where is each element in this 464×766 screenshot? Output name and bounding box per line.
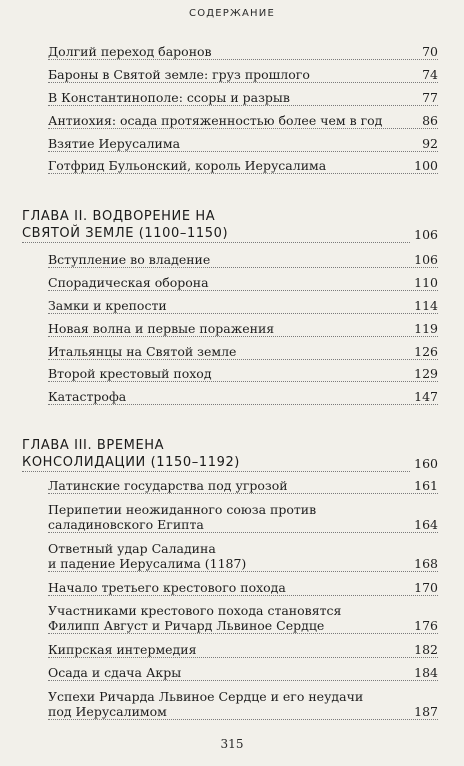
chapter-heading-line: ГЛАВА III. ВРЕМЕНА bbox=[22, 438, 165, 453]
toc-entry-title: Спорадическая оборона bbox=[48, 275, 209, 290]
chapter-heading bbox=[22, 437, 438, 472]
toc-entry-page: 77 bbox=[422, 90, 438, 105]
toc-entry-page: 168 bbox=[414, 556, 438, 571]
toc-entry bbox=[48, 67, 438, 83]
toc-entry-page: 161 bbox=[414, 478, 438, 493]
toc-entry bbox=[48, 44, 438, 60]
toc-entry bbox=[48, 298, 438, 314]
chapter-heading-line: ГЛАВА II. ВОДВОРЕНИЕ НА bbox=[22, 209, 216, 224]
toc-entry-title: Готфрид Бульонский, король Иерусалима bbox=[48, 158, 327, 173]
toc-entry-title: В Константинополе: ссоры и разрыв bbox=[48, 90, 290, 105]
toc-entry-page: 119 bbox=[414, 321, 438, 336]
toc-entry-title: Филипп Август и Ричард Львиное Сердце bbox=[48, 618, 325, 633]
toc-entry-title: Катастрофа bbox=[48, 389, 127, 404]
toc-entry-page: 110 bbox=[414, 275, 438, 290]
toc-entry bbox=[48, 158, 438, 174]
toc-entry-title: и падение Иерусалима (1187) bbox=[48, 556, 247, 571]
toc-entry-page: 114 bbox=[414, 298, 438, 313]
toc-entry bbox=[48, 642, 438, 658]
toc-entry-title: Замки и крепости bbox=[48, 298, 167, 313]
toc-entry-title: Антиохия: осада протяженностью более чем в год bbox=[48, 113, 383, 128]
toc-entry bbox=[48, 502, 438, 533]
toc-entry-title: Латинские государства под угрозой bbox=[48, 478, 288, 493]
toc-entry-title: под Иерусалимом bbox=[48, 704, 167, 719]
toc-entry-page: 164 bbox=[414, 517, 438, 532]
toc-entry bbox=[48, 689, 438, 720]
toc-entry-page: 170 bbox=[414, 580, 438, 595]
toc-entry-title: Осада и сдача Акры bbox=[48, 665, 182, 680]
toc-entry bbox=[48, 275, 438, 291]
toc-entry-title: Новая волна и первые поражения bbox=[48, 321, 275, 336]
toc-entry-page: 86 bbox=[422, 113, 438, 128]
toc-entry-page: 187 bbox=[414, 704, 438, 719]
toc-entry-title-line: Перипетии неожиданного союза против bbox=[48, 502, 317, 517]
chapter-heading-line: КОНСОЛИДАЦИИ (1150–1192) bbox=[22, 454, 410, 472]
toc-entry-title-line: Ответный удар Саладина bbox=[48, 541, 216, 556]
toc-entry bbox=[48, 389, 438, 405]
toc-entry bbox=[48, 603, 438, 634]
toc-entry-title: Итальянцы на Святой земле bbox=[48, 344, 237, 359]
toc-entry-page: 126 bbox=[414, 344, 438, 359]
page-number: 315 bbox=[220, 737, 244, 751]
toc-entry bbox=[48, 252, 438, 268]
toc-entry bbox=[48, 366, 438, 382]
toc-entry-page: 74 bbox=[422, 67, 438, 82]
running-head: СОДЕРЖАНИЕ bbox=[189, 8, 275, 19]
toc-entry-title-line: Участниками крестового похода становятся bbox=[48, 603, 342, 618]
toc-entry-page: 182 bbox=[414, 642, 438, 657]
chapter-heading bbox=[22, 208, 438, 243]
chapter-page: 160 bbox=[414, 456, 438, 471]
toc-entry-page: 129 bbox=[414, 366, 438, 381]
toc-entry bbox=[48, 344, 438, 360]
toc-entry bbox=[48, 90, 438, 106]
toc-entry bbox=[48, 580, 438, 596]
toc-entry-title: Долгий переход баронов bbox=[48, 44, 212, 59]
toc-entry bbox=[48, 665, 438, 681]
toc-entry bbox=[48, 136, 438, 152]
chapter-page: 106 bbox=[414, 227, 438, 242]
toc-entry-page: 70 bbox=[422, 44, 438, 59]
toc-entry-page: 100 bbox=[414, 158, 438, 173]
toc-entry-page: 184 bbox=[414, 665, 438, 680]
toc-entry bbox=[48, 478, 438, 494]
toc-entry-title: Начало третьего крестового похода bbox=[48, 580, 286, 595]
toc-entry-title: Вступление во владение bbox=[48, 252, 211, 267]
toc-entry-title: саладиновского Египта bbox=[48, 517, 204, 532]
toc-entry-title: Взятие Иерусалима bbox=[48, 136, 181, 151]
toc-entry-page: 176 bbox=[414, 618, 438, 633]
toc-entry-page: 92 bbox=[422, 136, 438, 151]
toc-entry-page: 106 bbox=[414, 252, 438, 267]
toc-entry bbox=[48, 321, 438, 337]
toc-entry-title: Бароны в Святой земле: груз прошлого bbox=[48, 67, 310, 82]
chapter-heading-line: СВЯТОЙ ЗЕМЛЕ (1100–1150) bbox=[22, 225, 410, 243]
toc-entry bbox=[48, 113, 438, 129]
toc-entry-title-line: Успехи Ричарда Львиное Сердце и его неудачи bbox=[48, 689, 364, 704]
toc-entry-title: Кипрская интермедия bbox=[48, 642, 197, 657]
toc-entry-page: 147 bbox=[414, 389, 438, 404]
toc-entry bbox=[48, 541, 438, 572]
toc-entry-title: Второй крестовый поход bbox=[48, 366, 212, 381]
